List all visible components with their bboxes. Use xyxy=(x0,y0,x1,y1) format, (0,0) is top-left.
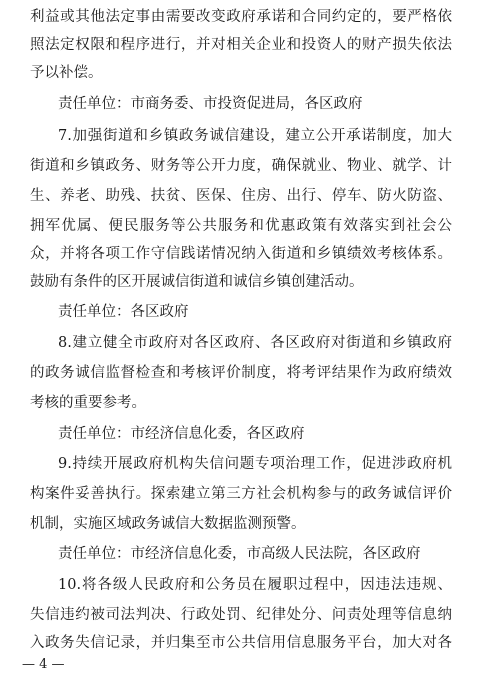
text-line: 构案件妥善执行。探索建立第三方社会机构参与的政务诚信评价 xyxy=(30,486,452,502)
text-line: 鼓励有条件的区开展诚信街道和诚信乡镇创建活动。 xyxy=(30,274,364,290)
text-line: 众，并将各项工作守信践诺情况纳入街道和乡镇绩效考核体系。 xyxy=(30,246,452,262)
item-7-heading: 7.加强街道和乡镇政务诚信建设，建立公开承诺制度，加大 xyxy=(58,128,452,144)
text-line: 予以补偿。 xyxy=(30,65,103,81)
text-line: 拥军优属、便民服务等公共服务和优惠政策有效落实到社会公 xyxy=(30,218,452,234)
responsible-unit: 责任单位：市经济信息化委，各区政府 xyxy=(58,426,305,442)
responsible-unit: 责任单位：市商务委、市投资促进局，各区政府 xyxy=(58,96,363,112)
item-10-heading: 10.将各级人民政府和公务员在履职过程中，因违法违规、 xyxy=(58,577,452,593)
responsible-unit: 责任单位：各区政府 xyxy=(58,304,189,320)
text-line: 入政务失信记录，并归集至市公共信用信息服务平台，加大对各 xyxy=(30,635,452,651)
page-number: — 4 — xyxy=(22,657,65,672)
item-8-heading: 8.建立健全市政府对各区政府、各区政府对街道和乡镇政府 xyxy=(58,335,452,351)
text-line: 街道和乡镇政务、财务等公开力度，确保就业、物业、就学、计 xyxy=(30,158,452,174)
text-line: 照法定权限和程序进行，并对相关企业和投资人的财产损失依法 xyxy=(30,37,452,53)
text-line: 机制，实施区域政务诚信大数据监测预警。 xyxy=(30,516,306,532)
text-line: 生、养老、助残、扶贫、医保、住房、出行、停车、防火防盗、 xyxy=(30,188,452,204)
item-9-heading: 9.持续开展政府机构失信问题专项治理工作，促进涉政府机 xyxy=(58,456,452,472)
text-line: 利益或其他法定事由需要改变政府承诺和合同约定的，要严格依 xyxy=(30,9,452,25)
text-line: 考核的重要参考。 xyxy=(30,395,146,411)
responsible-unit: 责任单位：市经济信息化委，市高级人民法院，各区政府 xyxy=(58,546,421,562)
text-line: 的政务诚信监督检查和考核评价制度，将考评结果作为政府绩效 xyxy=(30,365,452,381)
text-line: 失信违约被司法判决、行政处罚、纪律处分、问责处理等信息纳 xyxy=(30,607,452,623)
